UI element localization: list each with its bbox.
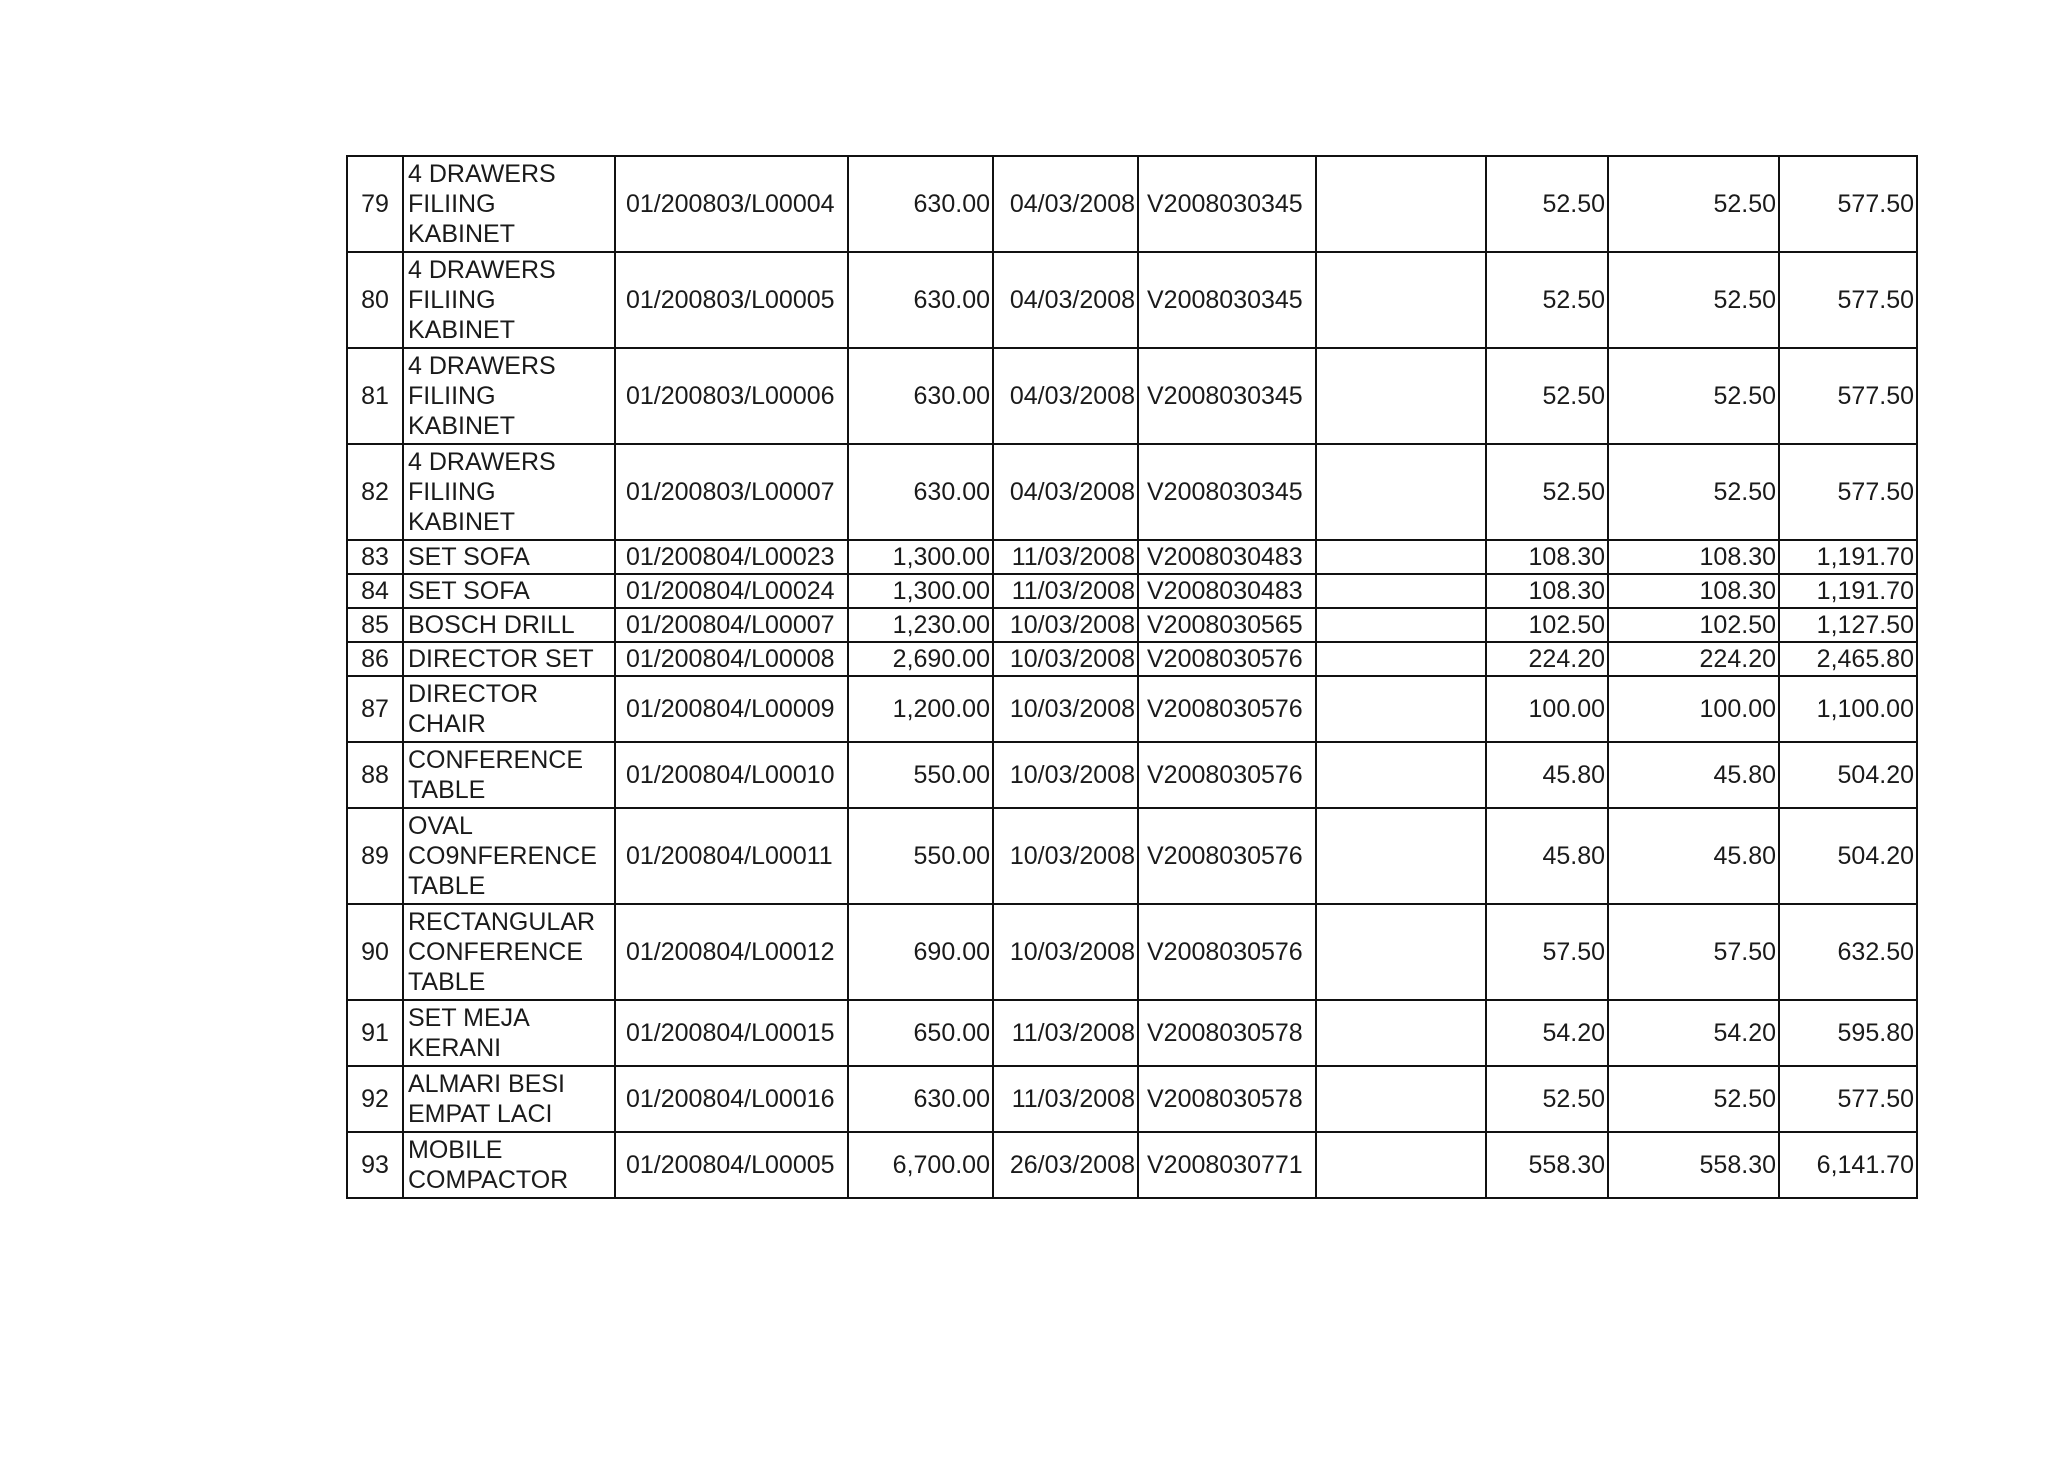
amount-cell: 54.20 <box>1486 1000 1608 1066</box>
cost-cell: 1,300.00 <box>848 540 993 574</box>
date-cell: 10/03/2008 <box>993 808 1138 904</box>
voucher-cell: V2008030483 <box>1138 540 1316 574</box>
amount-cell: 52.50 <box>1608 348 1779 444</box>
date-cell: 10/03/2008 <box>993 742 1138 808</box>
voucher-cell: V2008030345 <box>1138 348 1316 444</box>
balance-cell: 577.50 <box>1779 1066 1917 1132</box>
balance-cell: 1,191.70 <box>1779 574 1917 608</box>
cost-cell: 650.00 <box>848 1000 993 1066</box>
cost-cell: 630.00 <box>848 1066 993 1132</box>
asset-code-cell: 01/200803/L00004 <box>615 156 848 252</box>
cost-cell: 1,230.00 <box>848 608 993 642</box>
date-cell: 11/03/2008 <box>993 1000 1138 1066</box>
asset-code-cell: 01/200804/L00016 <box>615 1066 848 1132</box>
voucher-cell: V2008030578 <box>1138 1000 1316 1066</box>
item-number-cell: 86 <box>347 642 403 676</box>
asset-code-cell: 01/200803/L00006 <box>615 348 848 444</box>
blank-cell <box>1316 156 1486 252</box>
balance-cell: 504.20 <box>1779 808 1917 904</box>
balance-cell: 577.50 <box>1779 348 1917 444</box>
voucher-cell: V2008030345 <box>1138 444 1316 540</box>
voucher-cell: V2008030576 <box>1138 904 1316 1000</box>
table-row <box>347 574 1917 608</box>
description-cell: 4 DRAWERS FILIING KABINET <box>403 156 615 252</box>
amount-cell: 52.50 <box>1608 444 1779 540</box>
asset-code-cell: 01/200804/L00010 <box>615 742 848 808</box>
asset-register-table <box>346 155 1918 1199</box>
amount-cell: 57.50 <box>1608 904 1779 1000</box>
table-row <box>347 742 1917 808</box>
description-cell: MOBILE COMPACTOR <box>403 1132 615 1198</box>
asset-code-cell: 01/200804/L00023 <box>615 540 848 574</box>
table-row <box>347 1132 1917 1198</box>
item-number-cell: 91 <box>347 1000 403 1066</box>
voucher-cell: V2008030483 <box>1138 574 1316 608</box>
asset-code-cell: 01/200804/L00015 <box>615 1000 848 1066</box>
date-cell: 10/03/2008 <box>993 642 1138 676</box>
table-row <box>347 676 1917 742</box>
description-cell: BOSCH DRILL <box>403 608 615 642</box>
item-number-cell: 87 <box>347 676 403 742</box>
amount-cell: 52.50 <box>1486 156 1608 252</box>
table-row <box>347 642 1917 676</box>
amount-cell: 102.50 <box>1608 608 1779 642</box>
voucher-cell: V2008030576 <box>1138 742 1316 808</box>
date-cell: 11/03/2008 <box>993 574 1138 608</box>
item-number-cell: 90 <box>347 904 403 1000</box>
blank-cell <box>1316 608 1486 642</box>
balance-cell: 1,127.50 <box>1779 608 1917 642</box>
date-cell: 10/03/2008 <box>993 676 1138 742</box>
table-body <box>347 156 1917 1198</box>
balance-cell: 595.80 <box>1779 1000 1917 1066</box>
balance-cell: 632.50 <box>1779 904 1917 1000</box>
voucher-cell: V2008030771 <box>1138 1132 1316 1198</box>
cost-cell: 550.00 <box>848 742 993 808</box>
date-cell: 04/03/2008 <box>993 444 1138 540</box>
amount-cell: 108.30 <box>1608 540 1779 574</box>
cost-cell: 690.00 <box>848 904 993 1000</box>
date-cell: 11/03/2008 <box>993 1066 1138 1132</box>
voucher-cell: V2008030345 <box>1138 252 1316 348</box>
voucher-cell: V2008030576 <box>1138 642 1316 676</box>
cost-cell: 2,690.00 <box>848 642 993 676</box>
description-cell: 4 DRAWERS FILIING KABINET <box>403 252 615 348</box>
blank-cell <box>1316 642 1486 676</box>
asset-code-cell: 01/200803/L00005 <box>615 252 848 348</box>
cost-cell: 1,300.00 <box>848 574 993 608</box>
balance-cell: 1,100.00 <box>1779 676 1917 742</box>
amount-cell: 558.30 <box>1608 1132 1779 1198</box>
cost-cell: 550.00 <box>848 808 993 904</box>
description-cell: DIRECTOR SET <box>403 642 615 676</box>
blank-cell <box>1316 540 1486 574</box>
blank-cell <box>1316 742 1486 808</box>
asset-code-cell: 01/200804/L00007 <box>615 608 848 642</box>
asset-code-cell: 01/200804/L00011 <box>615 808 848 904</box>
description-cell: 4 DRAWERS FILIING KABINET <box>403 348 615 444</box>
description-cell: OVAL CO9NFERENCE TABLE <box>403 808 615 904</box>
amount-cell: 45.80 <box>1608 808 1779 904</box>
description-cell: SET SOFA <box>403 574 615 608</box>
asset-code-cell: 01/200804/L00008 <box>615 642 848 676</box>
balance-cell: 6,141.70 <box>1779 1132 1917 1198</box>
balance-cell: 2,465.80 <box>1779 642 1917 676</box>
table-row <box>347 156 1917 252</box>
description-cell: 4 DRAWERS FILIING KABINET <box>403 444 615 540</box>
amount-cell: 52.50 <box>1486 444 1608 540</box>
table-row <box>347 540 1917 574</box>
blank-cell <box>1316 676 1486 742</box>
blank-cell <box>1316 808 1486 904</box>
item-number-cell: 82 <box>347 444 403 540</box>
amount-cell: 52.50 <box>1486 252 1608 348</box>
voucher-cell: V2008030345 <box>1138 156 1316 252</box>
date-cell: 04/03/2008 <box>993 348 1138 444</box>
amount-cell: 57.50 <box>1486 904 1608 1000</box>
voucher-cell: V2008030565 <box>1138 608 1316 642</box>
amount-cell: 52.50 <box>1486 1066 1608 1132</box>
balance-cell: 504.20 <box>1779 742 1917 808</box>
table-row <box>347 444 1917 540</box>
voucher-cell: V2008030576 <box>1138 808 1316 904</box>
table-row <box>347 808 1917 904</box>
asset-code-cell: 01/200804/L00009 <box>615 676 848 742</box>
table-row <box>347 1000 1917 1066</box>
date-cell: 04/03/2008 <box>993 252 1138 348</box>
table-row <box>347 1066 1917 1132</box>
description-cell: CONFERENCE TABLE <box>403 742 615 808</box>
table-row <box>347 608 1917 642</box>
item-number-cell: 93 <box>347 1132 403 1198</box>
amount-cell: 52.50 <box>1608 1066 1779 1132</box>
item-number-cell: 80 <box>347 252 403 348</box>
amount-cell: 45.80 <box>1486 808 1608 904</box>
balance-cell: 1,191.70 <box>1779 540 1917 574</box>
amount-cell: 558.30 <box>1486 1132 1608 1198</box>
description-cell: RECTANGULAR CONFERENCE TABLE <box>403 904 615 1000</box>
date-cell: 11/03/2008 <box>993 540 1138 574</box>
balance-cell: 577.50 <box>1779 156 1917 252</box>
cost-cell: 630.00 <box>848 444 993 540</box>
blank-cell <box>1316 1066 1486 1132</box>
table-row <box>347 348 1917 444</box>
item-number-cell: 79 <box>347 156 403 252</box>
blank-cell <box>1316 574 1486 608</box>
amount-cell: 45.80 <box>1486 742 1608 808</box>
item-number-cell: 83 <box>347 540 403 574</box>
blank-cell <box>1316 1000 1486 1066</box>
blank-cell <box>1316 904 1486 1000</box>
cost-cell: 1,200.00 <box>848 676 993 742</box>
amount-cell: 102.50 <box>1486 608 1608 642</box>
blank-cell <box>1316 252 1486 348</box>
item-number-cell: 85 <box>347 608 403 642</box>
amount-cell: 45.80 <box>1608 742 1779 808</box>
cost-cell: 630.00 <box>848 252 993 348</box>
amount-cell: 108.30 <box>1486 540 1608 574</box>
item-number-cell: 84 <box>347 574 403 608</box>
date-cell: 10/03/2008 <box>993 608 1138 642</box>
cost-cell: 630.00 <box>848 156 993 252</box>
blank-cell <box>1316 348 1486 444</box>
amount-cell: 100.00 <box>1486 676 1608 742</box>
date-cell: 10/03/2008 <box>993 904 1138 1000</box>
cost-cell: 630.00 <box>848 348 993 444</box>
blank-cell <box>1316 1132 1486 1198</box>
amount-cell: 54.20 <box>1608 1000 1779 1066</box>
amount-cell: 52.50 <box>1608 252 1779 348</box>
item-number-cell: 92 <box>347 1066 403 1132</box>
amount-cell: 100.00 <box>1608 676 1779 742</box>
balance-cell: 577.50 <box>1779 252 1917 348</box>
balance-cell: 577.50 <box>1779 444 1917 540</box>
asset-code-cell: 01/200804/L00012 <box>615 904 848 1000</box>
cost-cell: 6,700.00 <box>848 1132 993 1198</box>
voucher-cell: V2008030576 <box>1138 676 1316 742</box>
amount-cell: 52.50 <box>1608 156 1779 252</box>
asset-code-cell: 01/200803/L00007 <box>615 444 848 540</box>
amount-cell: 108.30 <box>1486 574 1608 608</box>
description-cell: DIRECTOR CHAIR <box>403 676 615 742</box>
table-row <box>347 904 1917 1000</box>
asset-code-cell: 01/200804/L00005 <box>615 1132 848 1198</box>
item-number-cell: 88 <box>347 742 403 808</box>
item-number-cell: 89 <box>347 808 403 904</box>
date-cell: 26/03/2008 <box>993 1132 1138 1198</box>
description-cell: SET SOFA <box>403 540 615 574</box>
item-number-cell: 81 <box>347 348 403 444</box>
description-cell: SET MEJA KERANI <box>403 1000 615 1066</box>
voucher-cell: V2008030578 <box>1138 1066 1316 1132</box>
table-row <box>347 252 1917 348</box>
amount-cell: 52.50 <box>1486 348 1608 444</box>
description-cell: ALMARI BESI EMPAT LACI <box>403 1066 615 1132</box>
amount-cell: 224.20 <box>1608 642 1779 676</box>
blank-cell <box>1316 444 1486 540</box>
asset-code-cell: 01/200804/L00024 <box>615 574 848 608</box>
date-cell: 04/03/2008 <box>993 156 1138 252</box>
amount-cell: 224.20 <box>1486 642 1608 676</box>
amount-cell: 108.30 <box>1608 574 1779 608</box>
